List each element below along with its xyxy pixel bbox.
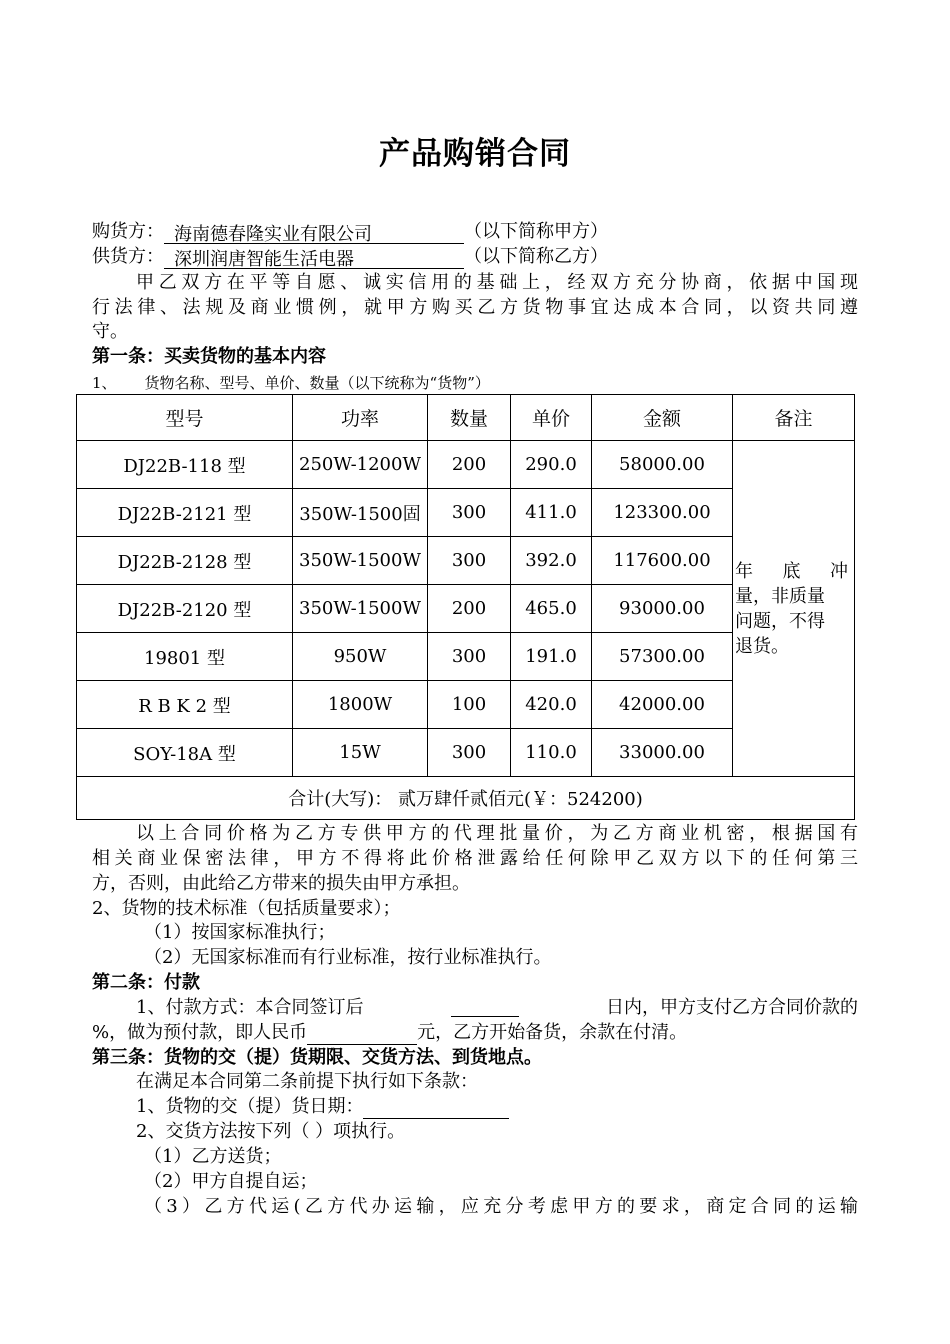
intro-line-2: 行法律、法规及商业惯例，就甲方购买乙方货物事宜达成本合同，以资共同遵	[92, 297, 858, 318]
header-amount: 金额	[592, 395, 733, 441]
cell-model: DJ22B-2128 型	[77, 537, 293, 585]
cell-power: 15W	[293, 729, 428, 777]
payment-days-field[interactable]	[451, 996, 519, 1017]
cell-amount: 117600.00	[592, 537, 733, 585]
intro-line-3: 守。	[92, 321, 128, 342]
cell-model: DJ22B-2120 型	[77, 585, 293, 633]
article-3-heading: 第三条：货物的交（提）货期限、交货方法、到货地点。	[92, 1047, 542, 1068]
delivery-date-field[interactable]	[363, 1098, 509, 1119]
cell-unit-price: 392.0	[511, 537, 592, 585]
article-1-heading: 第一条：买卖货物的基本内容	[92, 346, 326, 367]
cell-unit-price: 411.0	[511, 489, 592, 537]
cell-quantity: 300	[428, 633, 511, 681]
cell-amount: 33000.00	[592, 729, 733, 777]
cell-unit-price: 465.0	[511, 585, 592, 633]
cell-note	[733, 441, 855, 777]
header-note: 备注	[733, 395, 855, 441]
cell-amount: 123300.00	[592, 489, 733, 537]
cell-power: 350W-1500W	[293, 585, 428, 633]
page-title: 产品购销合同	[379, 136, 571, 172]
table-total-row	[77, 777, 855, 820]
payment-text-d: 元，乙方开始备货，余款在付清。	[417, 1022, 688, 1043]
tech-option-2: （2）无国家标准而有行业标准，按行业标准执行。	[144, 947, 552, 968]
cell-amount: 57300.00	[592, 633, 733, 681]
cell-unit-price: 290.0	[511, 441, 592, 489]
cell-quantity: 200	[428, 441, 511, 489]
delivery-option-3: （3）乙方代运(乙方代办运输，应充分考虑甲方的要求，商定合同的运输	[144, 1196, 858, 1217]
total-amount: 合计(大写)： 贰万肆仟贰佰元(￥：524200)	[77, 777, 855, 820]
header-unit-price: 单价	[511, 395, 592, 441]
cell-quantity: 300	[428, 729, 511, 777]
cell-quantity: 100	[428, 681, 511, 729]
tech-standard-item: 2、货物的技术标准（包括质量要求）；	[92, 898, 401, 919]
cell-power: 250W-1200W	[293, 441, 428, 489]
cell-model: DJ22B-2121 型	[77, 489, 293, 537]
header-model: 型号	[77, 395, 293, 441]
article-1-item-1	[92, 371, 862, 395]
note-line: 退货。	[735, 635, 789, 657]
delivery-option-2: （2）甲方自提自运；	[144, 1171, 318, 1192]
intro-line-1: 甲乙双方在平等自愿、诚实信用的基础上，经双方充分协商，依据中国现	[136, 272, 858, 293]
payment-text-a: 1、付款方式：本合同签订后	[136, 997, 364, 1018]
cell-power: 1800W	[293, 681, 428, 729]
price-clause-line-3: 方，否则，由此给乙方带来的损失由甲方承担。	[92, 873, 470, 894]
seller-suffix: （以下简称乙方）	[464, 246, 608, 267]
buyer-label: 购货方：	[92, 221, 164, 242]
cell-amount: 58000.00	[592, 441, 733, 489]
payment-line-1	[136, 996, 858, 1020]
price-clause-line-1: 以上合同价格为乙方专供甲方的代理批量价，为乙方商业机密，根据国有	[136, 823, 858, 844]
cell-unit-price: 420.0	[511, 681, 592, 729]
buyer-name-field	[164, 223, 464, 244]
cell-quantity: 300	[428, 489, 511, 537]
article-2-heading: 第二条：付款	[92, 972, 200, 993]
cell-amount: 42000.00	[592, 681, 733, 729]
table-row	[77, 441, 855, 489]
buyer-suffix: （以下简称甲方）	[464, 221, 608, 242]
cell-power: 350W-1500固	[293, 489, 428, 537]
goods-table	[76, 394, 855, 820]
buyer-line	[92, 220, 862, 244]
delivery-date-label: 1、货物的交（提）货日期：	[136, 1096, 364, 1117]
cell-unit-price: 110.0	[511, 729, 592, 777]
delivery-date-line	[136, 1095, 906, 1119]
seller-line	[92, 245, 862, 269]
cell-amount: 93000.00	[592, 585, 733, 633]
buyer-name: 海南德春隆实业有限公司	[174, 224, 372, 245]
note-line: 年 底 冲	[735, 560, 852, 582]
seller-label: 供货方：	[92, 246, 164, 267]
cell-power: 350W-1500W	[293, 537, 428, 585]
cell-quantity: 300	[428, 537, 511, 585]
cell-model: SOY-18A 型	[77, 729, 293, 777]
cell-model: DJ22B-118 型	[77, 441, 293, 489]
cell-model: R B K 2 型	[77, 681, 293, 729]
delivery-method-line: 2、交货方法按下列（ ）项执行。	[136, 1121, 406, 1142]
tech-option-1: （1）按国家标准执行；	[144, 922, 336, 943]
seller-name: 深圳润唐智能生活电器	[174, 249, 354, 270]
header-power: 功率	[293, 395, 428, 441]
cell-unit-price: 191.0	[511, 633, 592, 681]
payment-line-2	[92, 1021, 862, 1045]
cell-power: 950W	[293, 633, 428, 681]
item-number: 1、	[92, 374, 117, 392]
header-quantity: 数量	[428, 395, 511, 441]
price-clause-line-2: 相关商业保密法律，甲方不得将此价格泄露给任何除甲乙双方以下的任何第三	[92, 848, 858, 869]
cell-quantity: 200	[428, 585, 511, 633]
delivery-precondition: 在满足本合同第二条前提下执行如下条款：	[136, 1071, 478, 1092]
item-text: 货物名称、型号、单价、数量（以下统称为“货物”）	[144, 374, 490, 392]
payment-text-b: 日内，甲方支付乙方合同价款的	[605, 997, 858, 1018]
prepayment-amount-field[interactable]	[307, 1024, 417, 1045]
note-line: 问题，不得	[735, 610, 825, 632]
payment-text-c: %，做为预付款，即人民币	[92, 1022, 308, 1043]
seller-name-field	[164, 248, 464, 269]
cell-model: 19801 型	[77, 633, 293, 681]
table-header-row	[77, 395, 855, 441]
note-line: 量，非质量	[735, 585, 825, 607]
delivery-option-1: （1）乙方送货；	[144, 1146, 282, 1167]
